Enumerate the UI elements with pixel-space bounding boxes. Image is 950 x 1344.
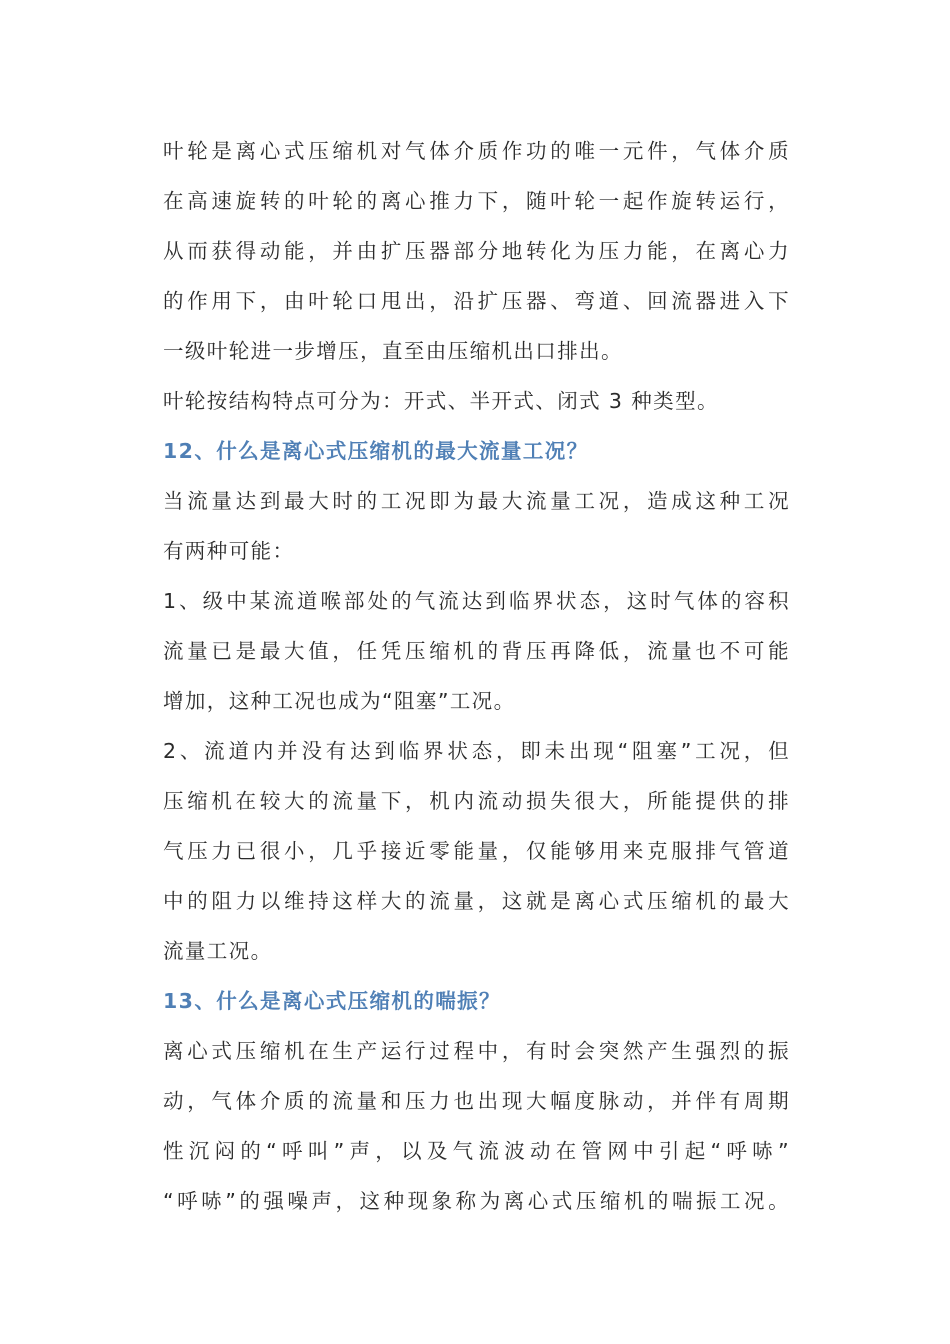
text-line: 在高速旋转的叶轮的离心推力下，随叶轮一起作旋转运行， <box>163 189 790 213</box>
text-line: “呼哧”的强噪声，这种现象称为离心式压缩机的喘振工况。 <box>163 1189 790 1213</box>
text-line: 性沉闷的“呼叫”声，以及气流波动在管网中引起“呼哧” <box>163 1139 790 1163</box>
paragraph-impeller-types <box>163 376 790 426</box>
text-line: 叶轮是离心式压缩机对气体介质作功的唯一元件，气体介质 <box>163 139 790 163</box>
paragraph-surge-description <box>163 1026 790 1226</box>
text-line: 1、级中某流道喉部处的气流达到临界状态，这时气体的容积 <box>163 589 790 613</box>
text-line: 2、流道内并没有达到临界状态，即未出现“阻塞”工况，但 <box>163 739 790 763</box>
heading-question-13 <box>163 976 790 1026</box>
document-page <box>163 126 790 1226</box>
text-line: 中的阻力以维持这样大的流量，这就是离心式压缩机的最大 <box>163 889 790 913</box>
paragraph-loss-condition <box>163 726 790 976</box>
section-heading: 13、什么是离心式压缩机的喘振？ <box>163 989 501 1013</box>
text-line: 离心式压缩机在生产运行过程中，有时会突然产生强烈的振 <box>163 1039 790 1063</box>
text-line: 动，气体介质的流量和压力也出现大幅度脉动，并伴有周期 <box>163 1089 790 1113</box>
text-line: 增加，这种工况也成为“阻塞”工况。 <box>163 689 516 713</box>
heading-question-12 <box>163 426 790 476</box>
paragraph-impeller-function <box>163 126 790 376</box>
text-line: 的作用下，由叶轮口甩出，沿扩压器、弯道、回流器进入下 <box>163 289 790 313</box>
text-line: 流量已是最大值，任凭压缩机的背压再降低，流量也不可能 <box>163 639 790 663</box>
text-line: 一级叶轮进一步增压，直至由压缩机出口排出。 <box>163 339 623 363</box>
paragraph-max-flow-intro <box>163 476 790 576</box>
text-line: 有两种可能： <box>163 539 295 563</box>
text-line: 叶轮按结构特点可分为：开式、半开式、闭式 3 种类型。 <box>163 389 719 413</box>
text-line: 当流量达到最大时的工况即为最大流量工况，造成这种工况 <box>163 489 790 513</box>
text-line: 从而获得动能，并由扩压器部分地转化为压力能，在离心力 <box>163 239 790 263</box>
paragraph-choke-condition <box>163 576 790 726</box>
text-line: 压缩机在较大的流量下，机内流动损失很大，所能提供的排 <box>163 789 790 813</box>
text-line: 气压力已很小，几乎接近零能量，仅能够用来克服排气管道 <box>163 839 790 863</box>
section-heading: 12、什么是离心式压缩机的最大流量工况？ <box>163 439 589 463</box>
text-line: 流量工况。 <box>163 939 273 963</box>
